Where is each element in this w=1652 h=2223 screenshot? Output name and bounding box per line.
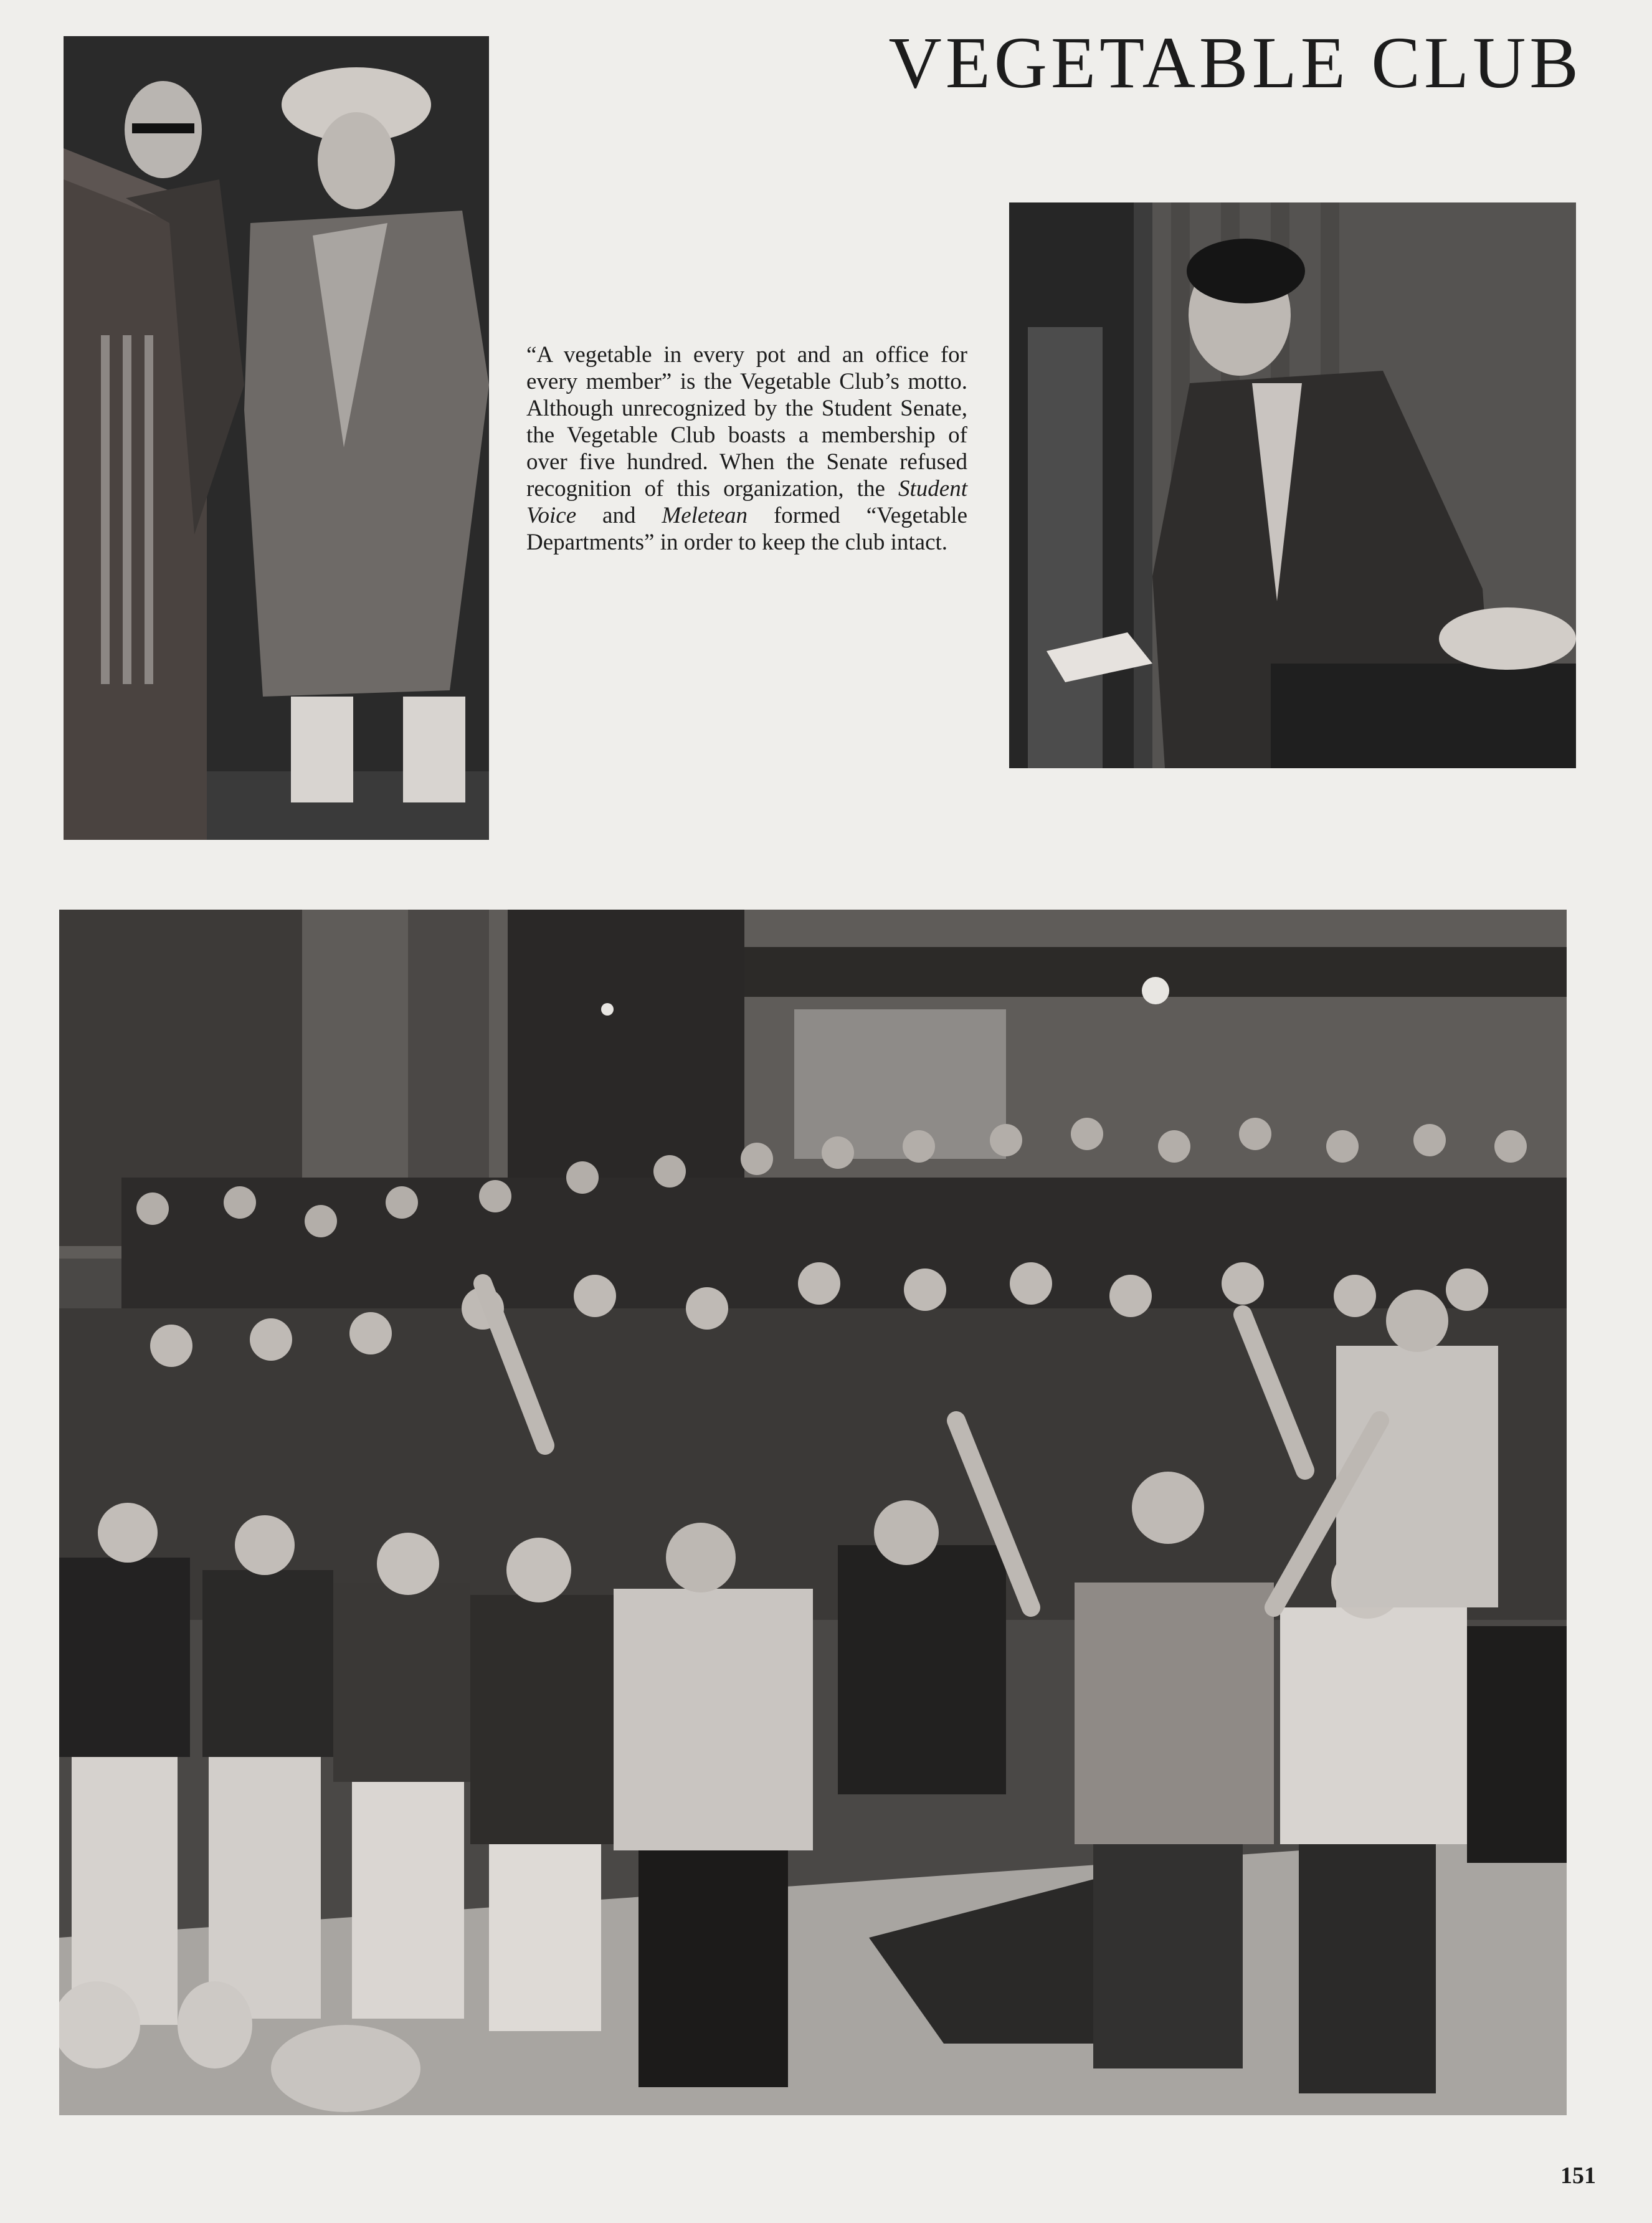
photo-crowd-auditorium: [59, 910, 1567, 2115]
caption-text: [526, 341, 967, 556]
caption-part-2: and: [576, 503, 662, 528]
photo-lectern-image: [64, 36, 489, 840]
photo-crowd-image: [59, 910, 1567, 2115]
photo-seated-image: [1009, 202, 1576, 768]
caption-publication-student-voice: Student Voice: [526, 476, 967, 528]
page-number: 151: [1560, 2163, 1596, 2189]
page-title: VEGETABLE CLUB: [888, 22, 1582, 103]
caption-part-1: “A vegetable in every pot and an office for every member” is the Vegetable Club’s motto. Although unrecognized by the Student Senate, the Vegetable Club boasts a membership of over five hundred. When the Senate refused recognition of this organization, the: [526, 342, 967, 502]
caption-publication-meletean: Meletean: [662, 503, 748, 528]
photo-lectern-speakers: [64, 36, 489, 840]
caption-part-3: formed “Vegetable Departments” in order to keep the club intact.: [526, 503, 967, 555]
photo-seated-reader: [1009, 202, 1576, 768]
